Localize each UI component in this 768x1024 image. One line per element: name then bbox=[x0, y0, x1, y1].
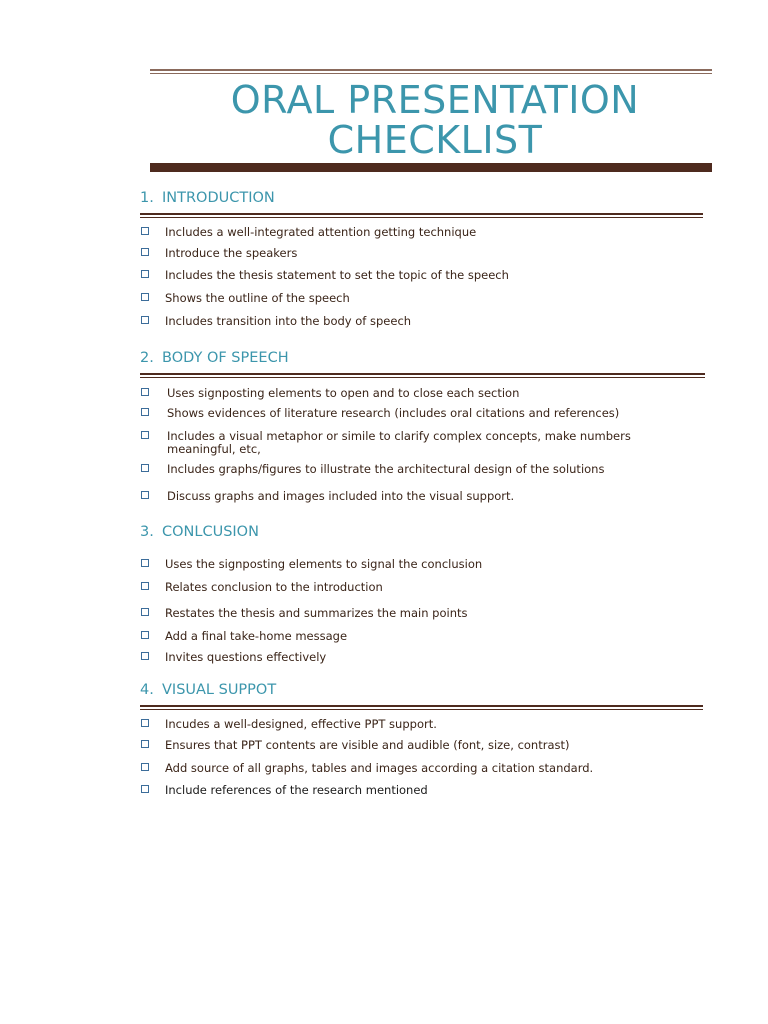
section-heading bbox=[140, 349, 706, 367]
checkbox-icon[interactable] bbox=[141, 491, 149, 499]
checklist-item-label: Incudes a well-designed, effective PPT support. bbox=[165, 717, 437, 731]
checklist-item-label: Invites questions effectively bbox=[165, 650, 327, 664]
section-rule bbox=[140, 373, 705, 378]
page-title-line-2: CHECKLIST bbox=[327, 118, 543, 162]
checklist-item-label: Includes a well-integrated attention getting technique bbox=[165, 225, 477, 239]
checkbox-icon[interactable] bbox=[141, 652, 149, 660]
title-top-rule bbox=[150, 69, 712, 75]
section-introduction bbox=[140, 189, 706, 328]
page-title bbox=[150, 80, 720, 160]
checkbox-icon[interactable] bbox=[141, 582, 149, 590]
checkbox-icon[interactable] bbox=[141, 464, 149, 472]
section-number: 1. bbox=[140, 190, 154, 206]
page-title-line-1: ORAL PRESENTATION bbox=[230, 78, 640, 122]
section-rule bbox=[140, 213, 703, 218]
section-conclusion bbox=[140, 523, 706, 664]
checklist-item-label: Uses the signposting elements to signal the conclusion bbox=[165, 557, 483, 571]
checkbox-icon[interactable] bbox=[141, 431, 149, 439]
checklist-item-label: Introduce the speakers bbox=[165, 246, 298, 260]
checkbox-icon[interactable] bbox=[141, 631, 149, 639]
checklist-item-label: Relates conclusion to the introduction bbox=[165, 580, 383, 594]
checkbox-icon[interactable] bbox=[141, 248, 149, 256]
section-title: BODY OF SPEECH bbox=[162, 350, 289, 366]
checklist-item-label: Add a final take-home message bbox=[165, 629, 348, 643]
checkbox-icon[interactable] bbox=[141, 408, 149, 416]
checkbox-icon[interactable] bbox=[141, 763, 149, 771]
section-title: INTRODUCTION bbox=[162, 190, 275, 206]
checkbox-icon[interactable] bbox=[141, 740, 149, 748]
checkbox-icon[interactable] bbox=[141, 785, 149, 793]
section-heading bbox=[140, 681, 706, 699]
checkbox-icon[interactable] bbox=[141, 608, 149, 616]
section-body-of-speech bbox=[140, 349, 706, 503]
checkbox-icon[interactable] bbox=[141, 270, 149, 278]
checklist-item-label: Add source of all graphs, tables and images according a citation standard. bbox=[165, 761, 594, 775]
checklist-item-label: Shows the outline of the speech bbox=[165, 291, 350, 305]
checklist-item-label: Ensures that PPT contents are visible and audible (font, size, contrast) bbox=[165, 738, 570, 752]
section-rule bbox=[140, 705, 703, 710]
section-visual-support bbox=[140, 681, 706, 797]
checklist-item-label: Includes graphs/figures to illustrate the architectural design of the solutions bbox=[167, 462, 605, 476]
checkbox-icon[interactable] bbox=[141, 316, 149, 324]
section-number: 2. bbox=[140, 350, 154, 366]
section-title: VISUAL SUPPOT bbox=[162, 682, 277, 698]
checklist-item-label: Discuss graphs and images included into the visual support. bbox=[167, 489, 515, 503]
checkbox-icon[interactable] bbox=[141, 559, 149, 567]
section-title: CONLCUSION bbox=[162, 524, 259, 540]
checklist-item-label: Includes the thesis statement to set the topic of the speech bbox=[165, 268, 509, 282]
checklist-item-label: Shows evidences of literature research (includes oral citations and references) bbox=[167, 406, 620, 420]
checkbox-icon[interactable] bbox=[141, 227, 149, 235]
checklist-item-label: Includes transition into the body of speech bbox=[165, 314, 412, 328]
section-heading bbox=[140, 189, 706, 207]
checkbox-icon[interactable] bbox=[141, 388, 149, 396]
section-heading bbox=[140, 523, 706, 541]
checklist-item-label: Includes a visual metaphor or simile to clarify complex concepts, make numbers meaningful, etc, bbox=[167, 429, 631, 456]
section-number: 4. bbox=[140, 682, 154, 698]
title-bottom-rule bbox=[150, 163, 712, 172]
checklist-item-label: Restates the thesis and summarizes the main points bbox=[165, 606, 468, 620]
checklist-item-label: Include references of the research mentioned bbox=[165, 783, 428, 797]
checkbox-icon[interactable] bbox=[141, 293, 149, 301]
checkbox-icon[interactable] bbox=[141, 719, 149, 727]
section-number: 3. bbox=[140, 524, 154, 540]
checklist-item-label: Uses signposting elements to open and to close each section bbox=[167, 386, 520, 400]
